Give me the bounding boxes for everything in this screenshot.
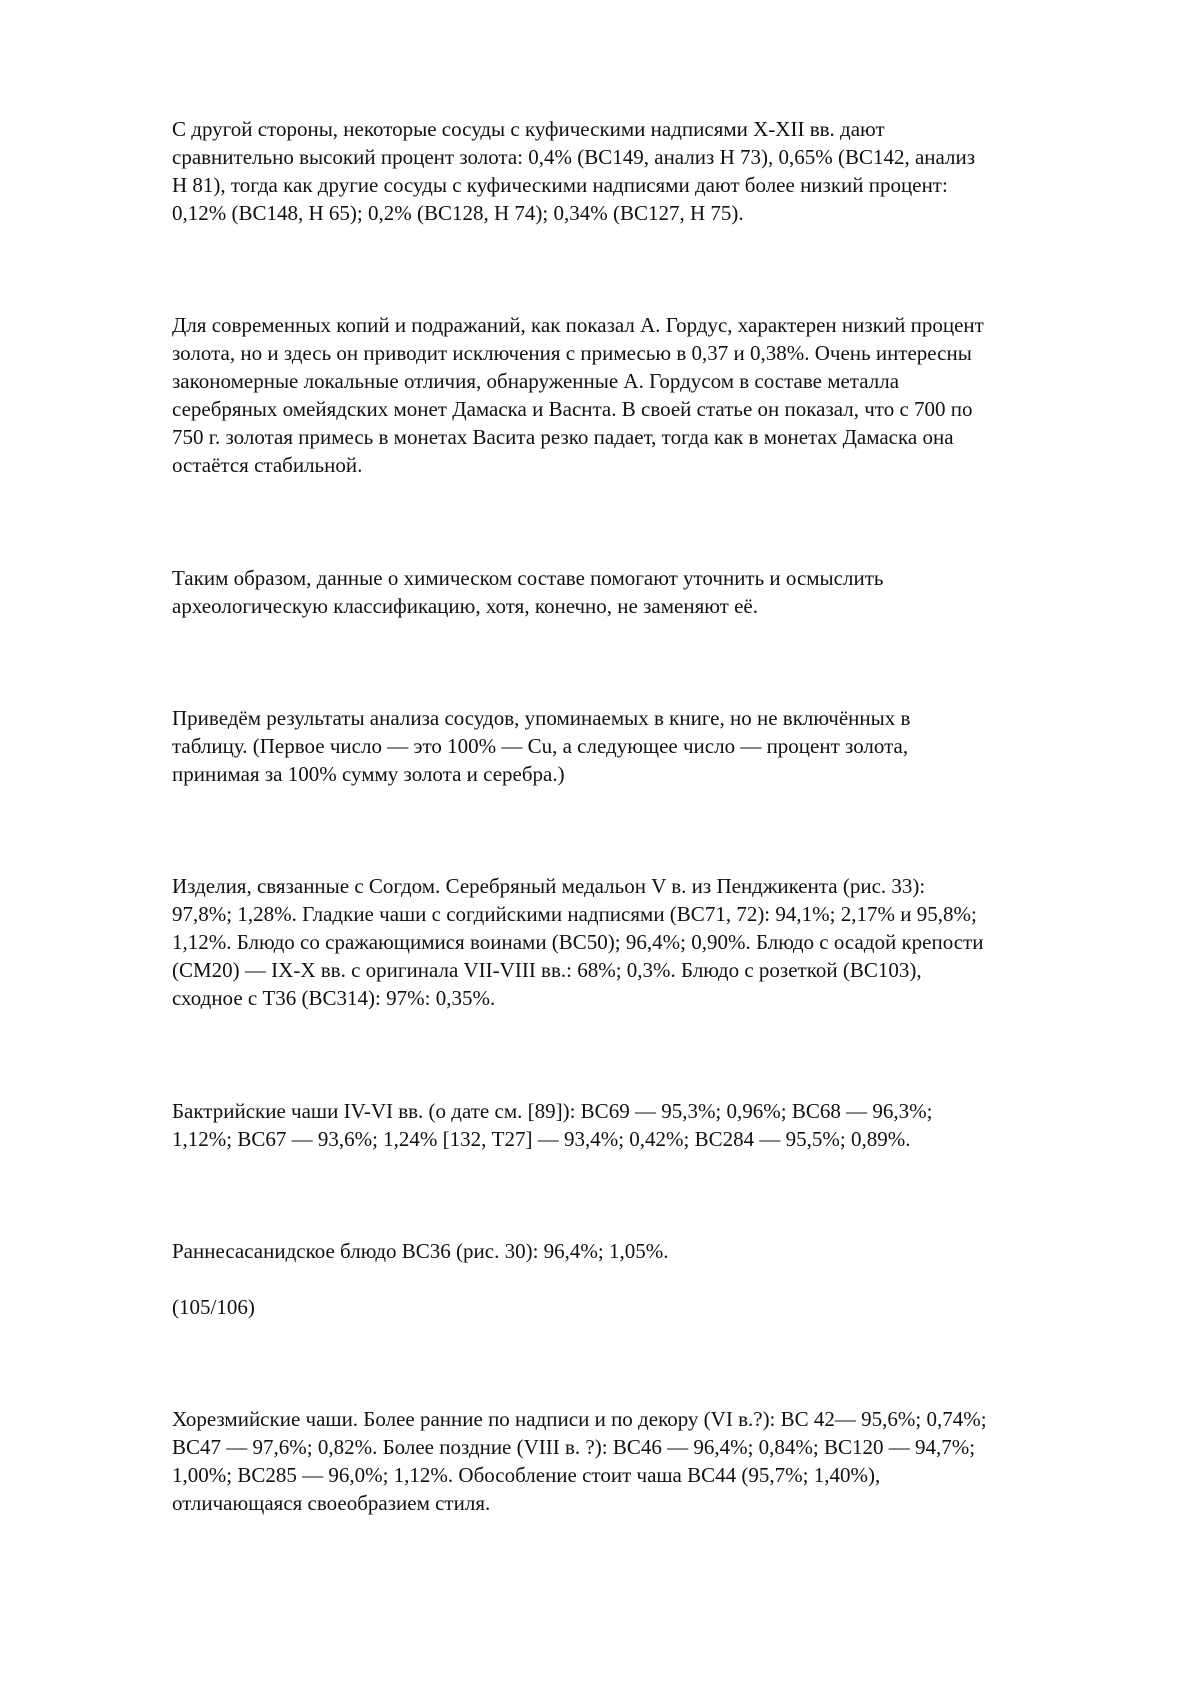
- text-line: Для современных копий и подражаний, как показал А. Гордус, характерен низкий процент: [172, 313, 984, 337]
- text-line: отличающаяся своеобразием стиля.: [172, 1491, 491, 1515]
- paragraph-sogd-items: [172, 872, 1132, 1012]
- text-line: 1,12%. Блюдо со сражающимися воинами (ВС50); 96,4%; 0,90%. Блюдо с осадой крепости: [172, 930, 984, 954]
- text-line: Бактрийские чаши IV-VI вв. (о дате см. [89]): ВС69 — 95,3%; 0,96%; ВС68 — 96,3%;: [172, 1099, 933, 1123]
- text-line: Таким образом, данные о химическом составе помогают уточнить и осмыслить: [172, 566, 884, 590]
- text-line: 1,12%; ВС67 — 93,6%; 1,24% [132, Т27] — 93,4%; 0,42%; ВС284 — 95,5%; 0,89%.: [172, 1127, 911, 1151]
- paragraph-khorezm-bowls: [172, 1405, 1132, 1517]
- text-line: археологическую классификацию, хотя, конечно, не заменяют её.: [172, 594, 758, 618]
- text-line: золота, но и здесь он приводит исключения с примесью в 0,37 и 0,38%. Очень интересны: [172, 341, 972, 365]
- text-line: Хорезмийские чаши. Более ранние по надписи и по декору (VI в.?): ВС 42— 95,6%; 0,74%;: [172, 1407, 987, 1431]
- paragraph-bactrian-bowls: [172, 1097, 1132, 1153]
- text-line: 0,12% (ВС148, Н 65); 0,2% (ВС128, Н 74); 0,34% (ВС127, Н 75).: [172, 201, 744, 225]
- paragraph-early-sasanian-dish: [172, 1237, 1132, 1265]
- text-line: Приведём результаты анализа сосудов, упоминаемых в книге, но не включённых в: [172, 706, 911, 730]
- page-reference: [172, 1293, 1132, 1321]
- text-line: С другой стороны, некоторые сосуды с куфическими надписями X-XII вв. дают: [172, 117, 885, 141]
- text-line: (105/106): [172, 1295, 255, 1319]
- text-line: остаётся стабильной.: [172, 453, 363, 477]
- text-line: закономерные локальные отличия, обнаруженные А. Гордусом в составе металла: [172, 369, 900, 393]
- text-line: 97,8%; 1,28%. Гладкие чаши с согдийскими надписями (ВС71, 72): 94,1%; 2,17% и 95,8%;: [172, 902, 977, 926]
- paragraph-conclusion: [172, 564, 1132, 620]
- text-line: принимая за 100% сумму золота и серебра.): [172, 762, 565, 786]
- paragraph-kufic-vessels: [172, 115, 1132, 227]
- text-line: Изделия, связанные с Согдом. Серебряный медальон V в. из Пенджикента (рис. 33):: [172, 874, 926, 898]
- paragraph-modern-copies: [172, 311, 1132, 479]
- text-line: 750 г. золотая примесь в монетах Васита резко падает, тогда как в монетах Дамаска она: [172, 425, 954, 449]
- text-line: ВС47 — 97,6%; 0,82%. Более поздние (VIII в. ?): ВС46 — 96,4%; 0,84%; ВС120 — 94,7%;: [172, 1435, 976, 1459]
- text-line: сходное с Т36 (ВС314): 97%: 0,35%.: [172, 986, 496, 1010]
- text-line: сравнительно высокий процент золота: 0,4% (ВС149, анализ Н 73), 0,65% (ВС142, анализ: [172, 145, 976, 169]
- text-line: 1,00%; ВС285 — 96,0%; 1,12%. Обособление стоит чаша ВС44 (95,7%; 1,40%),: [172, 1463, 881, 1487]
- paragraph-analysis-intro: [172, 704, 1132, 788]
- text-line: серебряных омейядских монет Дамаска и Васнта. В своей статье он показал, что с 700 по: [172, 397, 973, 421]
- text-line: Раннесасанидское блюдо ВС36 (рис. 30): 96,4%; 1,05%.: [172, 1239, 669, 1263]
- text-line: таблицу. (Первое число — это 100% — Cu, а следующее число — процент золота,: [172, 734, 909, 758]
- text-line: Н 81), тогда как другие сосуды с куфическими надписями дают более низкий процент:: [172, 173, 948, 197]
- text-line: (СМ20) — IX-X вв. с оригинала VII-VIII вв.: 68%; 0,3%. Блюдо с розеткой (ВС103),: [172, 958, 922, 982]
